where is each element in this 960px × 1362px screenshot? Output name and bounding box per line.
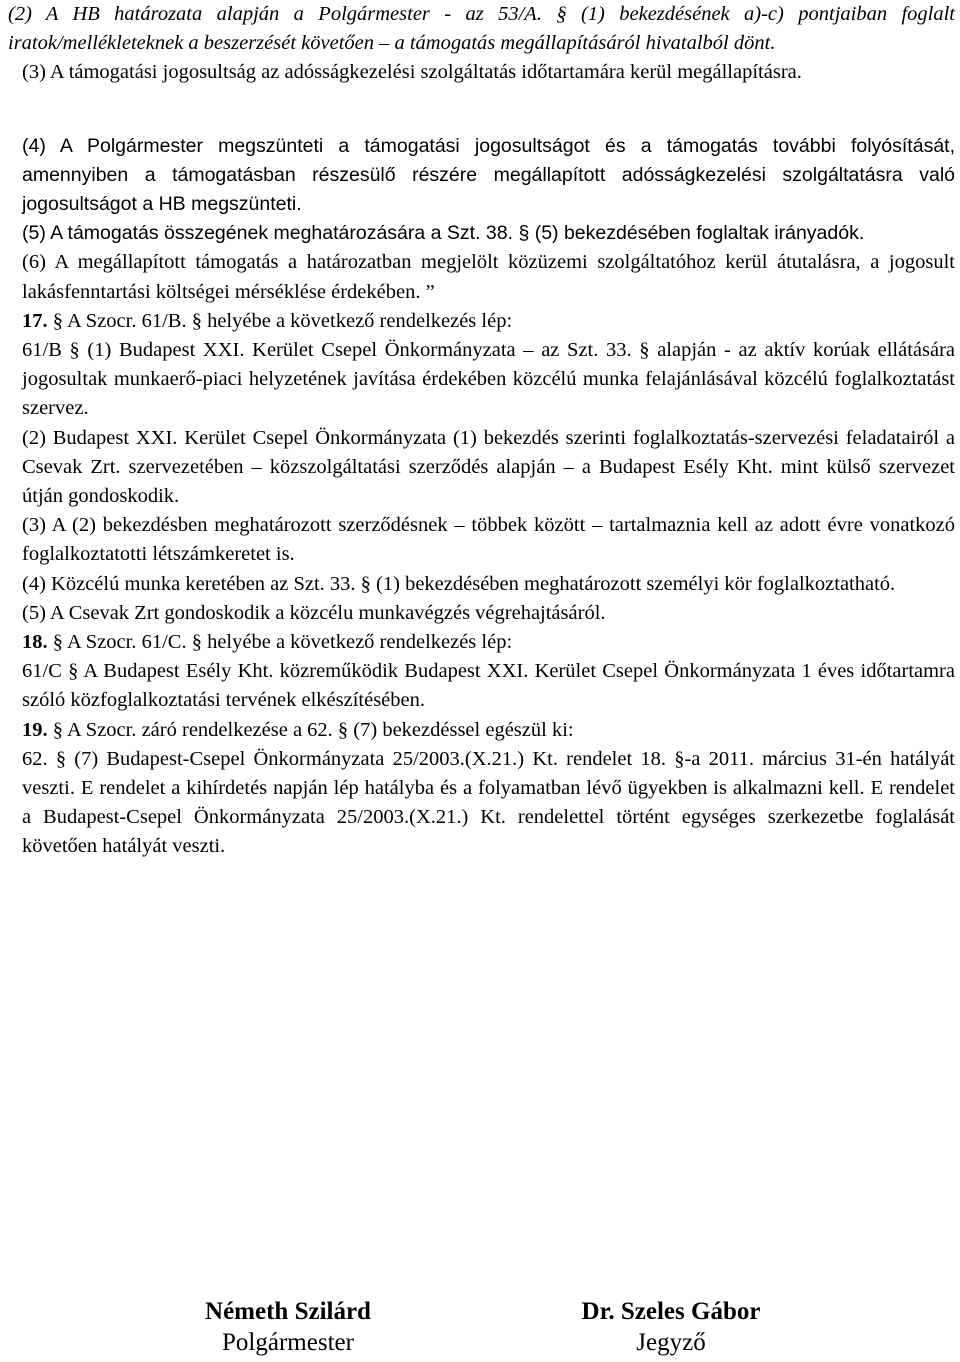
notary-signature bbox=[558, 1296, 784, 1358]
document-body bbox=[8, 0, 955, 862]
mayor-title: Polgármester bbox=[222, 1329, 354, 1356]
paragraph-termination: (4) A Polgármester megszünteti a támogatási jogosultságot és a támogatás további folyósítását, amennyiben a támogatásban részesülő részére megállapított adósságkezelési szolgáltatásra való jogosultságot a HB megszünteti. bbox=[22, 134, 955, 216]
section-19-text: § A Szocr. záró rendelkezése a 62. § (7) bekezdéssel egészül ki: bbox=[52, 718, 574, 741]
paragraph-entitlement-period: (3) A támogatási jogosultság az adósságkezelési szolgáltatás időtartamára kerül megállapításra. bbox=[22, 61, 802, 84]
paragraph-transfer: (6) A megállapított támogatás a határozatban megjelölt közüzemi szolgáltatóhoz kerül átutalásra, a jogosult lakásfenntartási költségei mérséklése érdekében. ” bbox=[22, 251, 955, 303]
section-19-heading bbox=[8, 716, 955, 745]
paragraph-61b-3: (3) A (2) bekezdésben meghatározott szerződésnek – többek között – tartalmaznia kell az adott évre vonatkozó foglalkoztatotti létszámkeretet is. bbox=[22, 514, 955, 566]
paragraph-61b-2: (2) Budapest XXI. Kerület Csepel Önkormányzata (1) bekezdés szerinti foglalkoztatás-szervezési feladatairól a Csevak Zrt. szervezetében – közszolgáltatási szerződés alapján – a Budapest Esély Kht. mint külső szervezet útján gondoskodik. bbox=[22, 426, 955, 508]
paragraph-decision: (2) A HB határozata alapján a Polgármester - az 53/A. § (1) bekezdésének a)-c) pontjaiban foglalt iratok/mellékleteknek a beszerzését követően – a támogatás megállapításáról hivatalból dönt. bbox=[8, 3, 955, 55]
section-17-number: 17. bbox=[22, 309, 48, 332]
section-18-number: 18. bbox=[22, 631, 48, 654]
notary-title: Jegyző bbox=[636, 1329, 706, 1356]
paragraph-61c: 61/C § A Budapest Esély Kht. közreműködik Budapest XXI. Kerület Csepel Önkormányzata 1 éves időtartamra szóló közfoglalkoztatási tervének elkészítésében. bbox=[22, 660, 955, 712]
paragraph-61b-1: 61/B § (1) Budapest XXI. Kerület Csepel Önkormányzata – az Szt. 33. § alapján - az aktív korúak ellátására jogosultak munkaerő-piaci helyzetének javítása érdekében közcélú munka felajánlásával közcélú foglalkoztatást szervez. bbox=[22, 339, 955, 420]
paragraph-62-7: 62. § (7) Budapest-Csepel Önkormányzata 25/2003.(X.21.) Kt. rendelet 18. §-a 2011. március 31-én hatályát veszti. E rendelet a kihírdetés napján lép hatályba és a folyamatban lévő ügyekben is alkalmazni kell. E rendelet a Budapest-Csepel Önkormányzata 25/2003.(X.21.) Kt. rendelettel történt egységes szerkezetbe foglalását követően hatályát veszti. bbox=[22, 747, 955, 858]
section-17-text: § A Szocr. 61/B. § helyébe a következő rendelkezés lép: bbox=[52, 309, 513, 332]
paragraph-61b-5: (5) A Csevak Zrt gondoskodik a közcélu munkavégzés végrehajtásáról. bbox=[22, 601, 606, 624]
mayor-name: Németh Szilárd bbox=[205, 1298, 371, 1325]
section-17-heading bbox=[8, 307, 955, 336]
section-18-heading bbox=[8, 628, 955, 657]
notary-name: Dr. Szeles Gábor bbox=[581, 1298, 761, 1325]
paragraph-61b-4: (4) Közcélú munka keretében az Szt. 33. § (1) bekezdésében meghatározott személyi kör foglalkoztatható. bbox=[22, 572, 896, 595]
signature-block bbox=[0, 1296, 960, 1362]
section-19-number: 19. bbox=[22, 718, 48, 741]
paragraph-amount: (5) A támogatás összegének meghatározására a Szt. 38. § (5) bekezdésében foglaltak irányadók. bbox=[22, 222, 865, 245]
section-18-text: § A Szocr. 61/C. § helyébe a következő rendelkezés lép: bbox=[52, 631, 513, 654]
mayor-signature bbox=[188, 1296, 388, 1358]
